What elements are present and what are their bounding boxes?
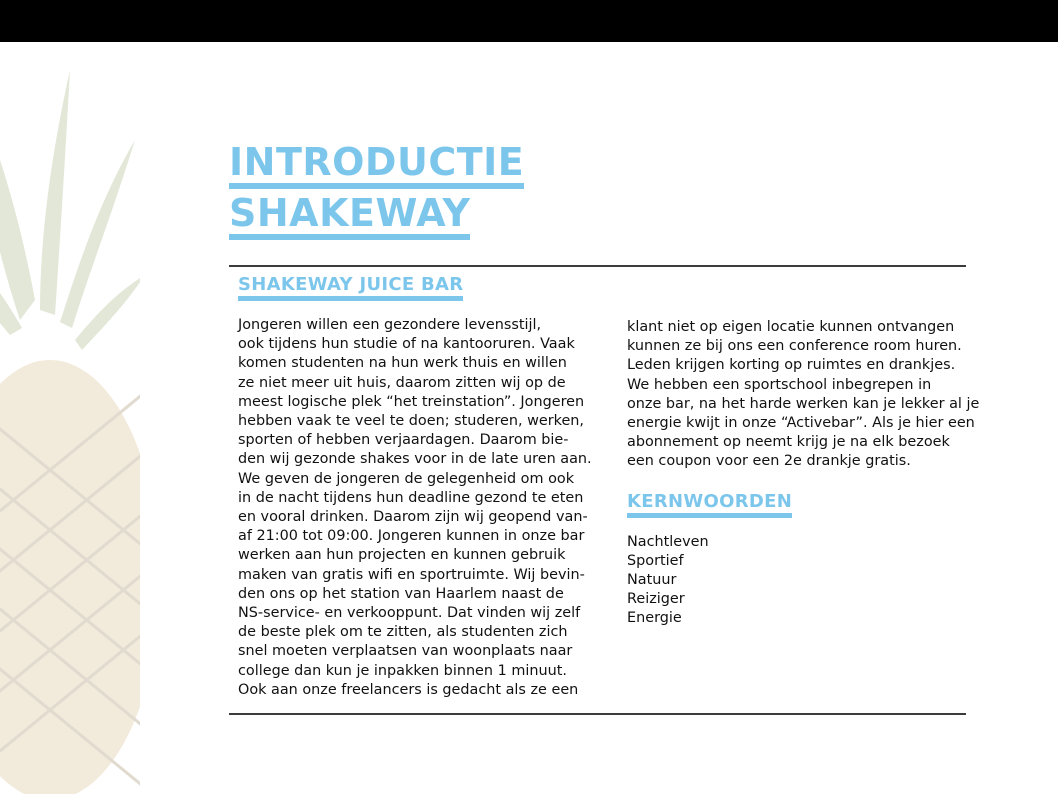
text-line: maken van gratis wifi en sportruimte. Wij bevin- (238, 566, 585, 583)
keyword-item: Energie (627, 610, 682, 626)
text-line: ze niet meer uit huis, daarom zitten wij op de (238, 374, 566, 391)
section-heading-juice-bar (238, 274, 463, 301)
divider-bottom (229, 713, 966, 715)
text-line: meest logische plek “het treinstation”. Jongeren (238, 393, 585, 410)
text-line: onze bar, na het harde werken kan je lekker al je (627, 395, 980, 412)
text-line: klant niet op eigen locatie kunnen ontvangen (627, 319, 955, 335)
keyword-list (627, 533, 709, 628)
text-line: We geven de jongeren de gelegenheid om ook (238, 470, 575, 487)
text-line: Leden krijgen korting op ruimtes en drankjes. (627, 357, 956, 374)
section-heading-juice-bar-text: SHAKEWAY JUICE BAR (238, 274, 463, 301)
text-line: energie kwijt in onze “Activebar”. Als je hier een (627, 415, 975, 432)
divider-top (229, 265, 966, 267)
text-line: snel moeten verplaatsen van woonplaats naar (238, 643, 573, 660)
text-line: hebben vaak te veel te doen; studeren, werken, (238, 413, 585, 430)
text-line: ook tijdens hun studie of na kantooruren. Vaak (238, 336, 575, 353)
title-line-2: SHAKEWAY (229, 192, 470, 240)
text-line: een coupon voor een 2e drankje gratis. (627, 453, 911, 470)
text-line: af 21:00 tot 09:00. Jongeren kunnen in onze bar (238, 528, 585, 545)
keyword-item: Sportief (627, 553, 684, 569)
text-line: kunnen ze bij ons een conference room huren. (627, 338, 962, 355)
text-line: in de nacht tijdens hun deadline gezond te eten (238, 489, 584, 506)
keyword-item: Nachtleven (627, 534, 709, 550)
text-line: NS-service- en verkooppunt. Dat vinden wij zelf (238, 605, 581, 622)
intro-text-right-column (627, 318, 979, 472)
text-line: den wij gezonde shakes voor in de late uren aan. (238, 451, 592, 468)
pineapple-image (0, 60, 140, 794)
text-line: Ook aan onze freelancers is gedacht als ze een (238, 681, 579, 698)
text-line: abonnement op neemt krijg je na elk bezoek (627, 434, 950, 451)
title-line-1: INTRODUCTIE (229, 141, 524, 189)
text-line: college dan kun je inpakken binnen 1 minuut. (238, 662, 567, 679)
page-title (229, 138, 524, 240)
keyword-item: Natuur (627, 572, 677, 588)
section-heading-kernwoorden-text: KERNWOORDEN (627, 491, 792, 518)
top-bar (0, 0, 1058, 42)
section-heading-kernwoorden (627, 491, 792, 518)
text-line: sporten of hebben verjaardagen. Daarom bie- (238, 432, 569, 449)
text-line: We hebben een sportschool inbegrepen in (627, 376, 932, 393)
intro-text-left-column (238, 316, 592, 700)
text-line: den ons op het station van Haarlem naast de (238, 585, 564, 602)
keyword-item: Reiziger (627, 591, 685, 607)
text-line: en vooral drinken. Daarom zijn wij geopend van- (238, 509, 588, 526)
text-line: komen studenten na hun werk thuis en willen (238, 355, 567, 372)
text-line: werken aan hun projecten en kunnen gebruik (238, 547, 566, 564)
text-line: Jongeren willen een gezondere levensstijl, (238, 317, 542, 333)
text-line: de beste plek om te zitten, als studenten zich (238, 624, 568, 641)
